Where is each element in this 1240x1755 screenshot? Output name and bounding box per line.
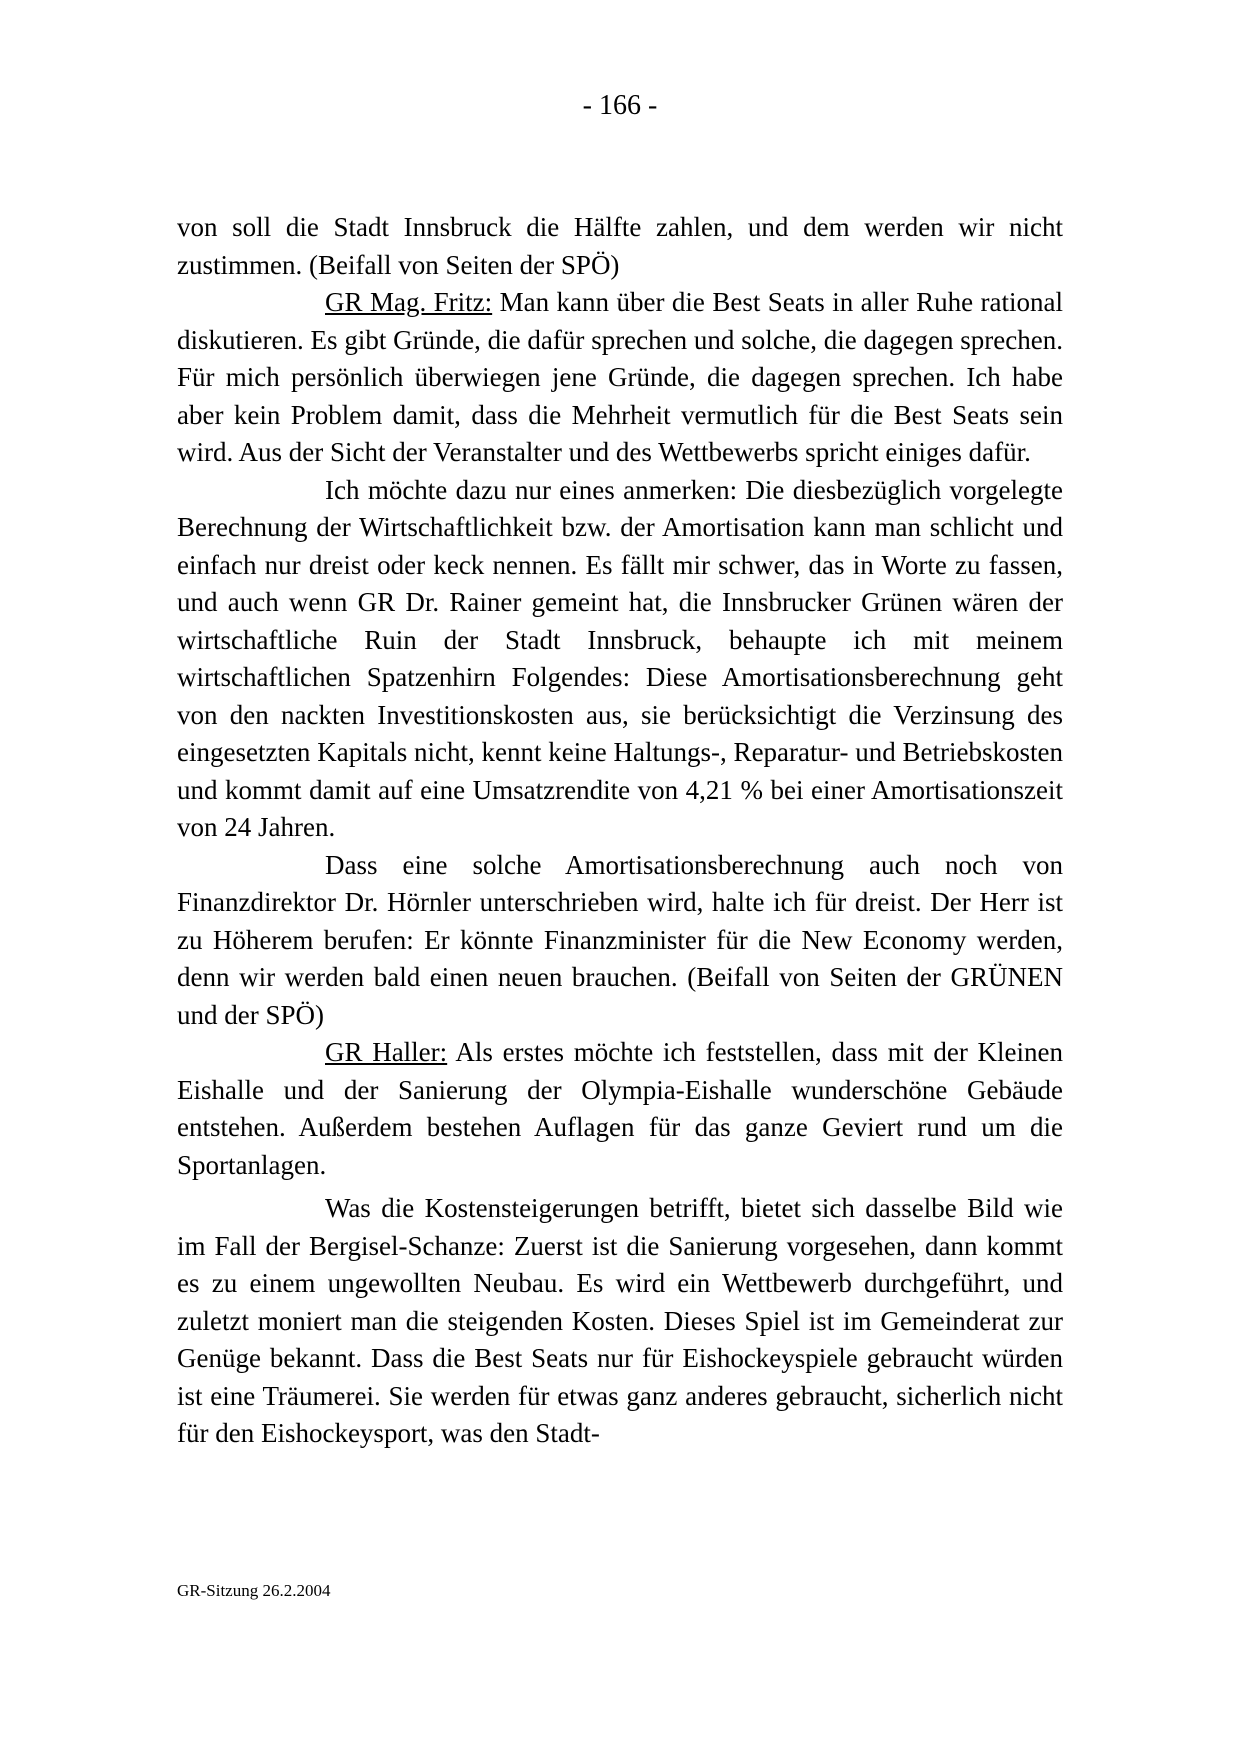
paragraph-4-text: Dass eine solche Amortisationsberechnung auch noch von Finanzdirektor Dr. Hörnler unterschrieben wird, halte ich für dreist. Der Herr ist zu Höherem berufen: Er könnte Finanzminister für die New Economy werden, denn wir werden bald einen neuen brauchen. (Beifall von Seiten der GRÜNEN und der SPÖ) [177, 849, 1063, 1030]
footer-session-date: GR-Sitzung 26.2.2004 [177, 1581, 331, 1600]
paragraph-3 [177, 472, 1063, 847]
paragraph-2 [177, 284, 1063, 472]
paragraph-5-text: Als erstes möchte ich feststellen, dass mit der Kleinen Eishalle und der Sanierung der Olympia-Eishalle wunderschöne Gebäude entstehen. Außerdem bestehen Auflagen für das ganze Geviert rund um die Sportanlagen. [177, 1037, 1063, 1180]
speaker-label-fritz: GR Mag. Fritz: [325, 287, 493, 317]
paragraph-3-text: Ich möchte dazu nur eines anmerken: Die diesbezüglich vorgelegte Berechnung der Wirtschaftlichkeit bzw. der Amortisation kann man schlicht und einfach nur dreist oder keck nennen. Es fällt mir schwer, das in Worte zu fassen, und auch wenn GR Dr. Rainer gemeint hat, die Innsbrucker Grünen wären der wirtschaftliche Ruin der Stadt Innsbruck, behaupte ich mit meinem wirtschaftlichen Spatzenhirn Folgendes: Diese Amortisationsberechnung geht von den nackten Investitionskosten aus, sie berücksichtigt die Verzinsung des eingesetzten Kapitals nicht, kennt keine Haltungs-, Reparatur- und Betriebskosten und kommt damit auf eine Umsatzrendite von 4,21 % bei einer Amortisationszeit von 24 Jahren. [177, 474, 1063, 842]
paragraph-6 [177, 1190, 1063, 1453]
paragraph-4 [177, 847, 1063, 1035]
paragraph-1-text: von soll die Stadt Innsbruck die Hälfte zahlen, und dem werden wir nicht zustimmen. (Beifall von Seiten der SPÖ) [177, 212, 1063, 280]
paragraph-6-text: Was die Kostensteigerungen betrifft, bietet sich dasselbe Bild wie im Fall der Bergisel-Schanze: Zuerst ist die Sanierung vorgesehen, dann kommt es zu einem ungewollten Neubau. Es wird ein Wettbewerb durchgeführt, und zuletzt moniert man die steigenden Kosten. Dieses Spiel ist im Gemeinderat zur Genüge bekannt. Dass die Best Seats nur für Eishockeyspiele gebraucht würden ist eine Träumerei. Sie werden für etwas ganz anderes gebraucht, sicherlich nicht für den Eishockeysport, was den Stadt- [177, 1193, 1063, 1448]
speaker-label-haller: GR Haller: [325, 1037, 448, 1067]
paragraph-1 [177, 209, 1063, 284]
paragraph-2-text: Man kann über die Best Seats in aller Ruhe rational diskutieren. Es gibt Gründe, die dafür sprechen und solche, die dagegen sprechen. Für mich persönlich überwiegen jene Gründe, die dagegen sprechen. Ich habe aber kein Problem damit, dass die Mehrheit vermutlich für die Best Seats sein wird. Aus der Sicht der Veranstalter und des Wettbewerbs spricht einiges dafür. [177, 287, 1063, 467]
document-body [177, 209, 1063, 1453]
page-number: - 166 - [582, 90, 658, 121]
paragraph-5 [177, 1034, 1063, 1184]
